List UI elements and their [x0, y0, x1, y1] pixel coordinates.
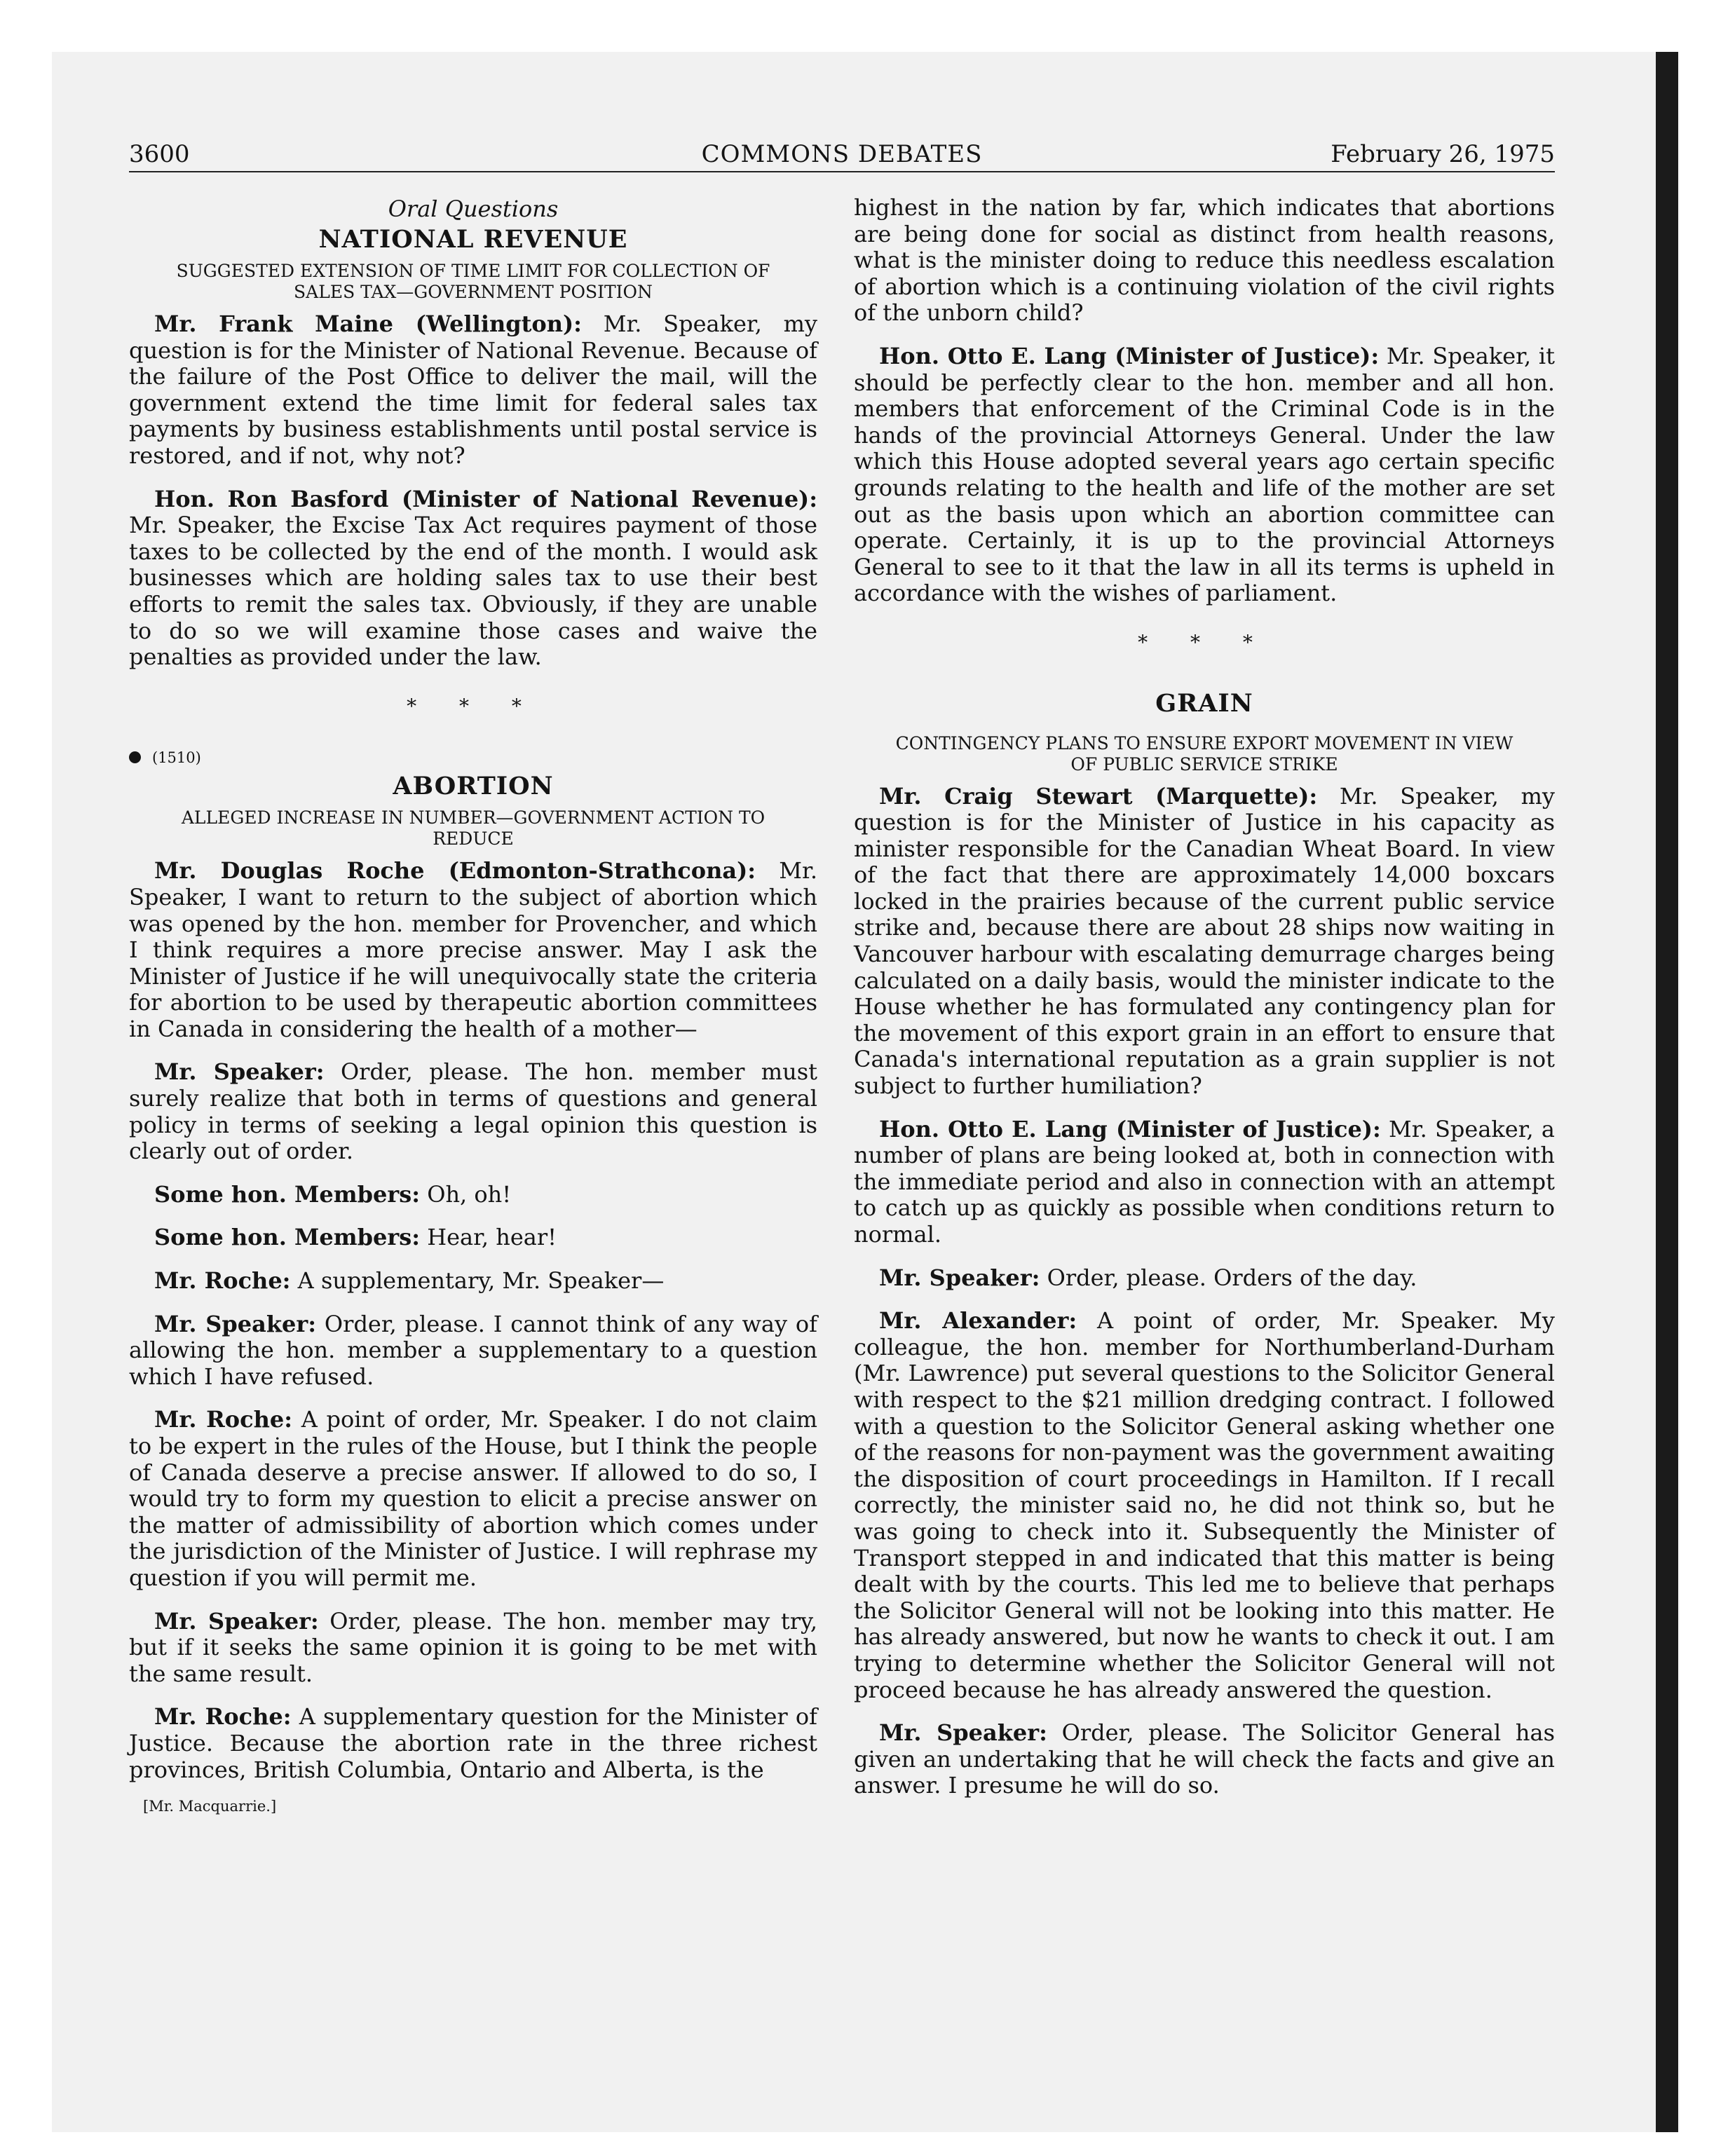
speech-text: Mr. Speaker, I want to return to the subject of abortion which was opened by the hon. member for Provencher, and which I think requires a more precise answer. May I ask the Minister of Justice if he will unequivocally state the criteria for abortion to be used by therapeutic abortion committees in Canada in considering the health of a mother—	[129, 857, 818, 1042]
subheading-grain: CONTINGENCY PLANS TO ENSURE EXPORT MOVEMENT IN VIEW OF PUBLIC SERVICE STRIKE	[895, 732, 1513, 775]
speech	[129, 1059, 817, 1164]
speech	[854, 1720, 1555, 1799]
speech	[854, 1308, 1555, 1703]
speech-text: Mr. Speaker, the Excise Tax Act requires payment of those taxes to be collected by the end of the month. I would ask businesses which are holding sales tax to use their best efforts to remit the sales tax. Obviously, if they are unable to do so we will examine those cases and waive the penalties as provided under the law.	[129, 512, 817, 671]
speaker-name: Hon. Otto E. Lang (Minister of Justice):	[879, 1115, 1381, 1142]
speech-text: Order, please. Orders of the day.	[1040, 1264, 1417, 1291]
speech	[129, 1609, 817, 1688]
speaker-footnote: [Mr. Macquarrie.]	[143, 1798, 277, 1815]
speech	[129, 1311, 817, 1391]
speech-text: Order, please. The Solicitor General has given an undertaking that he will check the facts and give an answer. I presume he will do so.	[854, 1719, 1555, 1799]
speaker-name: Mr. Speaker:	[879, 1264, 1040, 1291]
left-column	[129, 195, 817, 1817]
bullet-icon	[129, 751, 141, 763]
speech	[854, 1117, 1555, 1248]
speaker-name: Some hon. Members:	[154, 1224, 421, 1251]
speech-text: A supplementary, Mr. Speaker—	[290, 1267, 665, 1295]
speaker-name: Mr. Speaker:	[154, 1607, 319, 1635]
speech-continuation: highest in the nation by far, which indicates that abortions are being done for social as distinct from health reasons, what is the minister doing to reduce this needless escalation of abortion which is a continuing violation of the civil rights of the unborn child?	[854, 194, 1555, 327]
speech-text: A point of order, Mr. Speaker. My colleague, the hon. member for Northumberland-Durham (Mr. Lawrence) put several questions to the Solicitor General with respect to the $21 million dredging contract. I followed with a question to the Solicitor General asking whether one of the reasons for non-payment was the government awaiting the disposition of court proceedings in Hamilton. If I recall correctly, the minister said no, he did not think so, but he was going to check into it. Subsequently the Minister of Transport stepped in and indicated that this matter is being dealt with by the courts. This led me to believe that perhaps the Solicitor General will not be looking into this matter. He has already answered, but now he wants to check it out. I am trying to determine whether the Solicitor General will not proceed because he has already answered the question.	[854, 1307, 1556, 1703]
speaker-name: Mr. Speaker:	[154, 1058, 325, 1086]
speaker-name: Hon. Ron Basford (Minister of National Revenue):	[154, 485, 817, 512]
publication-date: February 26, 1975	[1331, 140, 1555, 168]
speaker-name: Mr. Speaker:	[154, 1310, 317, 1337]
heading-abortion: ABORTION	[393, 772, 554, 801]
speaker-name: Mr. Roche:	[154, 1703, 292, 1731]
section-label: Oral Questions	[388, 196, 559, 222]
speech	[129, 1224, 817, 1251]
page-header	[129, 137, 1555, 172]
speaker-name: Some hon. Members:	[154, 1180, 421, 1208]
speaker-name: Mr. Roche:	[154, 1267, 291, 1295]
section-separator: * * *	[407, 694, 540, 718]
speech-text: Order, please. The hon. member may try, but if it seeks the same opinion it is going to be met with the same result.	[129, 1607, 818, 1687]
speech	[129, 858, 817, 1042]
speech	[129, 486, 817, 671]
speech	[854, 784, 1555, 1100]
speaker-name: Mr. Speaker:	[879, 1719, 1047, 1747]
heading-grain: GRAIN	[1155, 688, 1253, 718]
speech-text: Hear, hear!	[420, 1224, 557, 1251]
heading-national-revenue: NATIONAL REVENUE	[318, 225, 628, 254]
subheading-abortion: ALLEGED INCREASE IN NUMBER—GOVERNMENT ACTION TO REDUCE	[181, 807, 766, 850]
speech-text: A point of order, Mr. Speaker. I do not claim to be expert in the rules of the House, but I think the people of Canada deserve a precise answer. If allowed to do so, I would try to form my question to elicit a precise answer on the matter of admissibility of abortion which comes under the jurisdiction of the Minister of Justice. I will rephrase my question if you will permit me.	[129, 1406, 818, 1591]
speech-text: Mr. Speaker, it should be perfectly clear to the hon. member and all hon. members that enforcement of the Criminal Code is in the hands of the provincial Attorneys General. Under the law which this House adopted several years ago certain specific grounds relating to the health and life of the mother are set out as the basis upon which an abortion committee can operate. Certainly, it is up to the provincial Attorneys General to see to it that the law in all its terms is upheld in accordance with the wishes of parliament.	[854, 342, 1556, 607]
speech-text: Oh, oh!	[420, 1180, 512, 1208]
speech-text: Order, please. The hon. member must surely realize that both in terms of questions and general policy in terms of seeking a legal opinion this question is clearly out of order.	[129, 1058, 818, 1165]
speech-text: Mr. Speaker, my question is for the Minister of National Revenue. Because of the failure of the Post Office to deliver the mail, will the government extend the time limit for federal sales tax payments by business establishments until postal service is restored, and if not, why not?	[129, 311, 818, 469]
time-marker-text: (1510)	[152, 749, 201, 767]
speaker-name: Mr. Douglas Roche (Edmonton-Strathcona):	[154, 857, 756, 885]
time-marker	[129, 747, 817, 768]
speaker-name: Mr. Craig Stewart (Marquette):	[879, 782, 1318, 810]
speaker-name: Mr. Roche:	[154, 1406, 293, 1433]
speaker-name: Mr. Alexander:	[879, 1307, 1077, 1335]
subheading-sales-tax: SUGGESTED EXTENSION OF TIME LIMIT FOR COLLECTION OF SALES TAX—GOVERNMENT POSITION	[176, 261, 770, 302]
scan-edge-shadow	[1656, 52, 1678, 2132]
page-number: 3600	[129, 140, 190, 168]
speaker-name: Hon. Otto E. Lang (Minister of Justice):	[879, 342, 1380, 369]
publication-title: COMMONS DEBATES	[701, 140, 983, 168]
speech	[129, 1182, 817, 1208]
speaker-name: Mr. Frank Maine (Wellington):	[154, 311, 582, 337]
speech-text: Mr. Speaker, my question is for the Minister of Justice in his capacity as minister responsible for the Canadian Wheat Board. In view of the fact that there are approximately 14,000 boxcars locked in the prairies because of the current public service strike and, because there are about 28 ships now waiting in Vancouver harbour with escalating demurrage charges being calculated on a daily basis, would the minister indicate to the House whether he has formulated any contingency plan for the movement of this export grain in an effort to ensure that Canada's international reputation as a grain supplier is not subject to further humiliation?	[854, 782, 1555, 1100]
speech	[129, 1704, 817, 1783]
speech-text: Order, please. I cannot think of any way of allowing the hon. member a supplementary to a question which I have refused.	[129, 1310, 818, 1390]
section-separator: * * *	[1138, 630, 1271, 654]
speech	[129, 311, 817, 470]
speech-text: Mr. Speaker, a number of plans are being looked at, both in connection with the immediate period and also in connection with an attempt to catch up as quickly as possible when conditions return to normal.	[854, 1115, 1556, 1248]
speech	[854, 343, 1555, 607]
speech	[129, 1407, 817, 1591]
speech-text: A supplementary question for the Minister of Justice. Because the abortion rate in the three richest provinces, British Columbia, Ontario and Alberta, is the	[129, 1703, 817, 1783]
right-column	[854, 195, 1555, 1816]
speech	[854, 1265, 1555, 1292]
speech	[129, 1268, 817, 1295]
